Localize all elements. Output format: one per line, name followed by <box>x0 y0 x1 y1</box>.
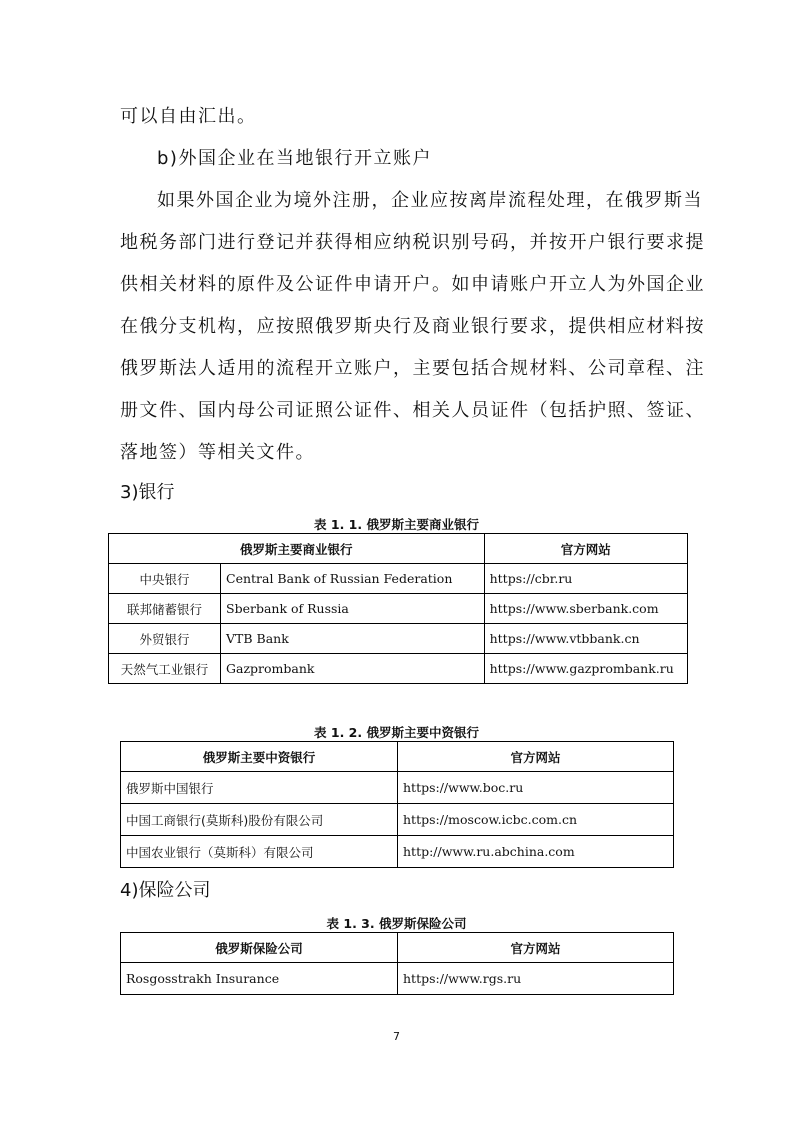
paragraph-line-6: 在俄分支机构，应按照俄罗斯央行及商业银行要求，提供相应材料按 <box>120 316 705 337</box>
table-row <box>109 564 688 594</box>
bank-website: https://moscow.icbc.com.cn <box>398 804 674 836</box>
bank-website: https://www.boc.ru <box>398 772 674 804</box>
table-header: 官方网站 <box>398 933 674 963</box>
paragraph-line-7: 俄罗斯法人适用的流程开立账户，主要包括合规材料、公司章程、注 <box>120 358 705 379</box>
paragraph-line-4: 地税务部门进行登记并获得相应纳税识别号码，并按开户银行要求提 <box>120 232 705 253</box>
bank-name: 中国农业银行（莫斯科）有限公司 <box>121 836 398 868</box>
paragraph-line-3: 如果外国企业为境外注册，企业应按离岸流程处理，在俄罗斯当 <box>157 190 703 211</box>
subheading-b: b)外国企业在当地银行开立账户 <box>157 148 432 169</box>
table-header-row <box>121 742 674 772</box>
bank-website: http://www.ru.abchina.com <box>398 836 674 868</box>
bank-name-cn: 联邦储蓄银行 <box>109 594 221 624</box>
paragraph-line-8: 册文件、国内母公司证照公证件、相关人员证件（包括护照、签证、 <box>120 400 705 421</box>
table-row <box>109 654 688 684</box>
bank-name-en: Gazprombank <box>221 654 485 684</box>
bank-name-en: Central Bank of Russian Federation <box>221 564 485 594</box>
table1-caption: 表 1. 1. 俄罗斯主要商业银行 <box>314 517 479 532</box>
bank-name-cn: 天然气工业银行 <box>109 654 221 684</box>
bank-website: https://www.gazprombank.ru <box>484 654 687 684</box>
table3-caption: 表 1. 3. 俄罗斯保险公司 <box>326 916 467 931</box>
section-heading-insurance: 4)保险公司 <box>120 880 211 901</box>
table-header: 俄罗斯主要中资银行 <box>121 742 398 772</box>
paragraph-line-9: 落地签）等相关文件。 <box>120 442 315 463</box>
chinese-banks-table <box>120 741 674 868</box>
bank-website: https://www.vtbbank.cn <box>484 624 687 654</box>
table-header-row <box>121 933 674 963</box>
bank-website: https://www.sberbank.com <box>484 594 687 624</box>
paragraph-line-1: 可以自由汇出。 <box>120 106 257 127</box>
paragraph-line-5: 供相关材料的原件及公证件申请开户。如申请账户开立人为外国企业 <box>120 274 705 295</box>
commercial-banks-table <box>108 533 688 684</box>
bank-name: 中国工商银行(莫斯科)股份有限公司 <box>121 804 398 836</box>
table-header-row <box>109 534 688 564</box>
table-row <box>121 772 674 804</box>
table2-caption: 表 1. 2. 俄罗斯主要中资银行 <box>314 725 479 740</box>
bank-name-en: Sberbank of Russia <box>221 594 485 624</box>
table-row <box>109 624 688 654</box>
table-header: 俄罗斯保险公司 <box>121 933 398 963</box>
insurer-website: https://www.rgs.ru <box>398 963 674 995</box>
table-header: 俄罗斯主要商业银行 <box>109 534 485 564</box>
insurer-name: Rosgosstrakh Insurance <box>121 963 398 995</box>
bank-name: 俄罗斯中国银行 <box>121 772 398 804</box>
table-header: 官方网站 <box>398 742 674 772</box>
bank-website: https://cbr.ru <box>484 564 687 594</box>
insurance-table <box>120 932 674 995</box>
page-number: 7 <box>393 1030 400 1043</box>
table-row <box>121 804 674 836</box>
section-heading-banks: 3)银行 <box>120 482 175 503</box>
table-row <box>121 836 674 868</box>
table-row <box>121 963 674 995</box>
bank-name-cn: 中央银行 <box>109 564 221 594</box>
bank-name-en: VTB Bank <box>221 624 485 654</box>
bank-name-cn: 外贸银行 <box>109 624 221 654</box>
table-row <box>109 594 688 624</box>
table-header: 官方网站 <box>484 534 687 564</box>
